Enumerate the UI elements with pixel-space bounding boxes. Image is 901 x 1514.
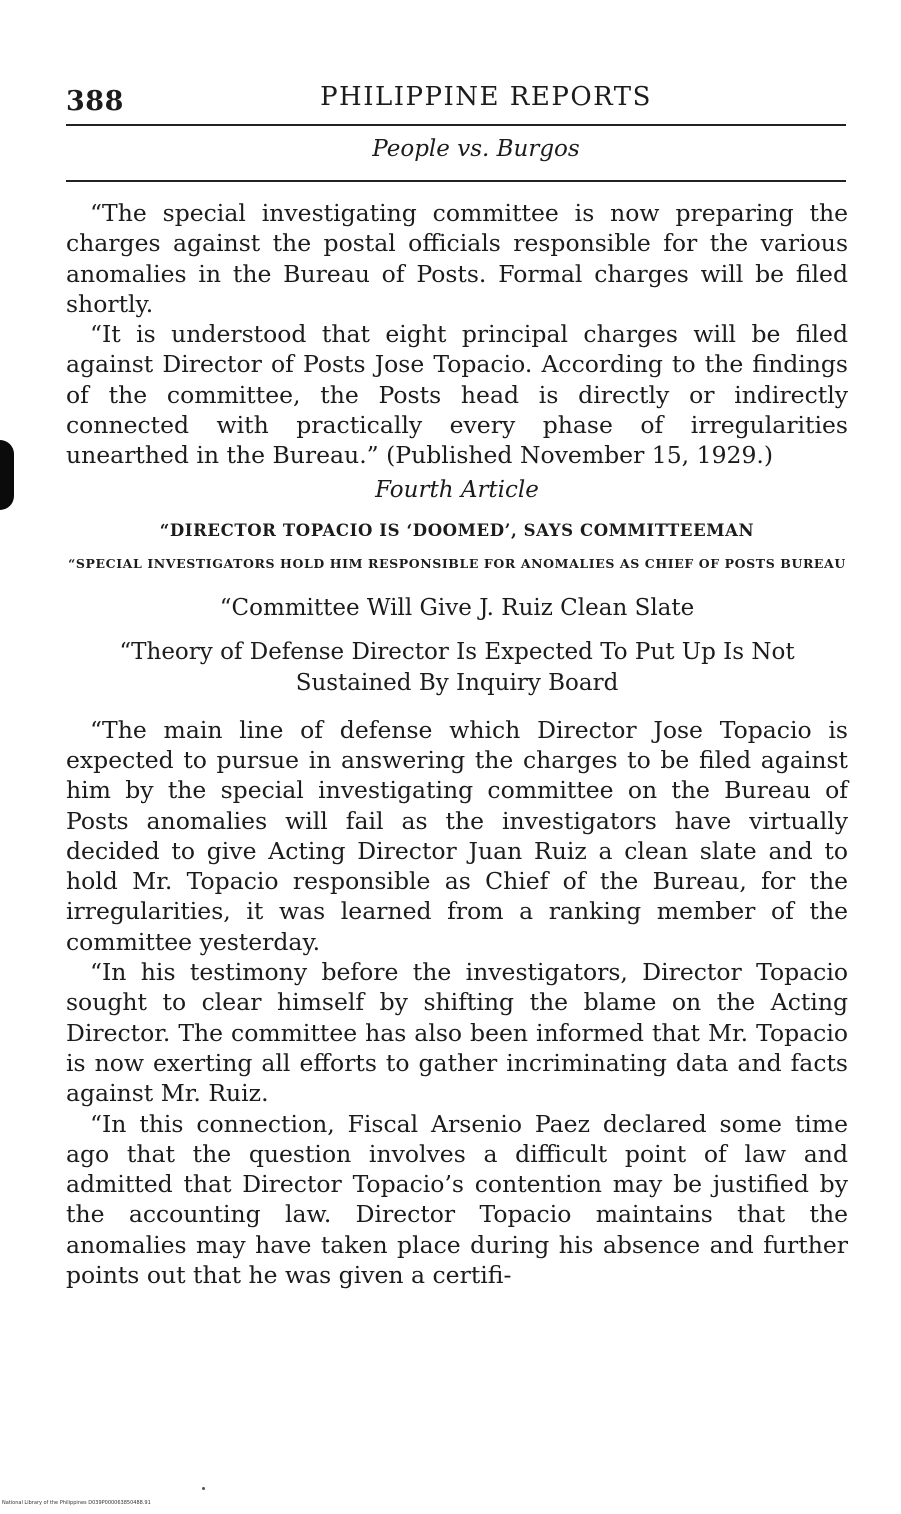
paragraph: “The main line of defense which Director Jose Topacio is expected to pursue in answering the charges to be filed against him by the special investigating committee on the Bureau of Posts anomalies will fail as the investigators have virtually decided to give Acting Director Juan Ruiz a clean slate and to hold Mr. Topacio responsible as Chief of the Bureau, for the irregularities, it was learned from a ranking member of the committee yesterday.	[66, 715, 848, 956]
paragraph: “The special investigating committee is now preparing the charges against the postal officials responsible for the various anomalies in the Bureau of Posts. Formal charges will be filed shortly.	[66, 199, 848, 318]
paragraph: “In his testimony before the investigators, Director Topacio sought to clear himself by shifting the blame on the Acting Director. The committee has also been informed that Mr. Topacio is now exerting all efforts to gather incriminating data and facts against Mr. Ruiz.	[66, 958, 848, 1108]
article-subheadline: “SPECIAL INVESTIGATORS HOLD HIM RESPONSIBLE FOR ANOMALIES AS CHIEF OF POSTS BUREAU	[68, 555, 846, 571]
page-number: 388	[66, 86, 124, 117]
header-rule-bottom	[66, 180, 846, 182]
page-header	[66, 82, 846, 122]
article-deck: “Committee Will Give J. Ruiz Clean Slate	[219, 594, 695, 621]
running-head: PHILIPPINE REPORTS	[320, 82, 652, 112]
header-rule-top	[66, 124, 846, 126]
article-headline-main: “DIRECTOR TOPACIO IS ‘DOOMED’, SAYS COMMITTEEMAN	[159, 520, 755, 540]
scan-speck	[202, 1487, 205, 1490]
section-heading: Fourth Article	[375, 476, 539, 503]
scan-edge-shadow	[0, 440, 14, 510]
body-text	[66, 198, 848, 1290]
paragraph: “It is understood that eight principal charges will be filed against Director of Posts Jose Topacio. According to the findings of the committee, the Posts head is directly or indirectly connected with practically every phase of irregularities unearthed in the Bureau.” (Published November 15, 1929.)	[66, 320, 848, 470]
paragraph: “In this connection, Fiscal Arsenio Paez declared some time ago that the question involves a difficult point of law and admitted that Director Topacio’s contention may be justified by the accounting law. Director Topacio maintains that the anomalies may have taken place during his absence and further points out that he was given a certifi-	[66, 1109, 848, 1290]
case-title: People vs. Burgos	[372, 136, 580, 162]
footer-credit: National Library of the Philippines D039P000063850488.91	[2, 1500, 151, 1506]
article-deck-secondary: “Theory of Defense Director Is Expected To Put Up Is Not Sustained By Inquiry Board	[119, 638, 795, 696]
